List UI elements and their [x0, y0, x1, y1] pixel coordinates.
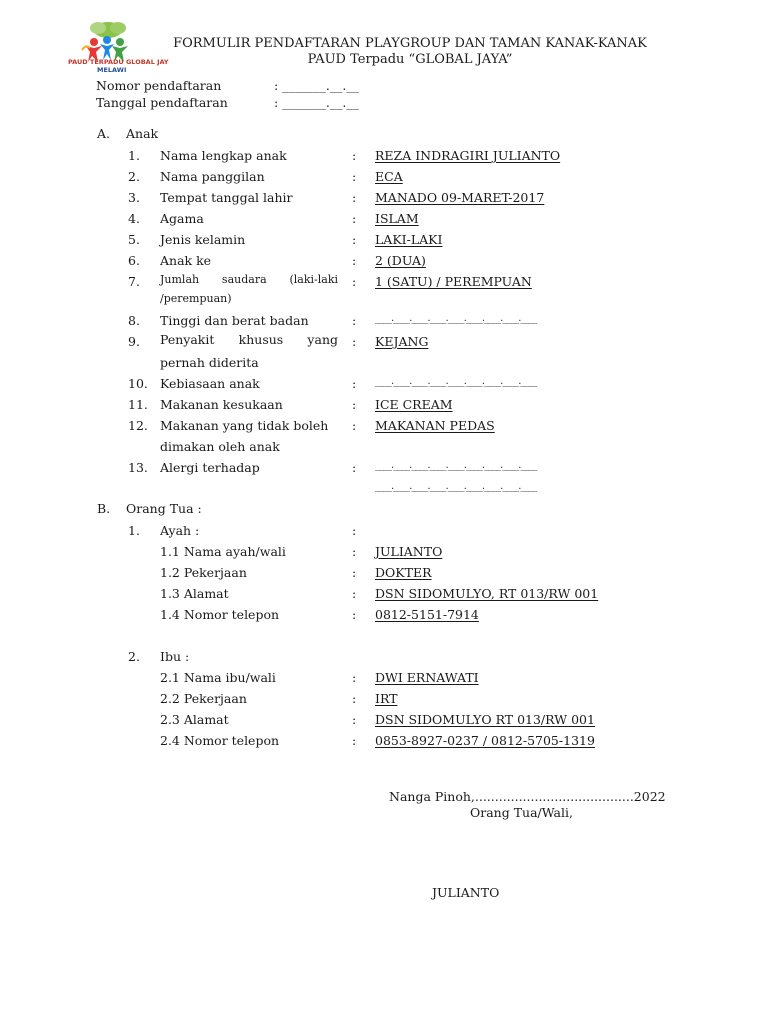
colon: :	[352, 334, 357, 349]
item-label: 2.2 Pekerjaan	[160, 691, 247, 706]
colon: :	[352, 376, 357, 391]
colon: :	[352, 670, 357, 685]
item-label-line2: dimakan oleh anak	[160, 439, 280, 454]
item-number: 8.	[128, 313, 140, 328]
item-value: MAKANAN PEDAS	[375, 418, 495, 433]
item-label: 2.1 Nama ibu/wali	[160, 670, 276, 685]
section-b-title: Orang Tua :	[126, 501, 202, 516]
ayah-title: Ayah :	[160, 523, 200, 538]
item-value: KEJANG	[375, 334, 429, 349]
colon: :	[352, 397, 357, 412]
item-label: 2.3 Alamat	[160, 712, 229, 727]
item-value: DSN SIDOMULYO RT 013/RW 001	[375, 712, 595, 727]
item-label: Tempat tanggal lahir	[160, 190, 293, 205]
item-label: Nama panggilan	[160, 169, 265, 184]
item-value: DWI ERNAWATI	[375, 670, 479, 685]
item-value: MANADO 09-MARET-2017	[375, 190, 545, 205]
colon: :	[352, 565, 357, 580]
item-value: 2 (DUA)	[375, 253, 426, 268]
item-number: 12.	[128, 418, 148, 433]
item-number: 7.	[128, 274, 140, 289]
colon: :	[352, 169, 357, 184]
item-blank-line-2: ____.____.____.____.____.____.____.____.____	[375, 481, 537, 492]
signature-place-date: Nanga Pinoh,........................................2022	[389, 789, 666, 804]
item-label: 2.4 Nomor telepon	[160, 733, 280, 748]
item-value: ISLAM	[375, 211, 419, 226]
colon: :	[352, 232, 357, 247]
signature-role: Orang Tua/Wali,	[470, 805, 573, 820]
tanggal-pendaftaran-label: Tanggal pendaftaran	[96, 95, 228, 110]
form-title: FORMULIR PENDAFTARAN PLAYGROUP DAN TAMAN KANAK-KANAK	[173, 36, 647, 51]
item-label-line2: /perempuan)	[160, 292, 232, 305]
colon: :	[352, 607, 357, 622]
item-number: 13.	[128, 460, 148, 475]
item-label: Tinggi dan berat badan	[160, 313, 309, 328]
logo-text-line1: PAUD TERPADU GLOBAL JAY	[68, 58, 169, 66]
colon: :	[352, 190, 357, 205]
colon: :	[352, 712, 357, 727]
colon: :	[352, 733, 357, 748]
item-value: REZA INDRAGIRI JULIANTO	[375, 148, 561, 163]
colon: :	[352, 274, 357, 289]
colon: :	[352, 253, 357, 268]
colon: :	[352, 586, 357, 601]
item-number: 3.	[128, 190, 140, 205]
logo-text-line2: MELAWI	[97, 66, 127, 74]
colon: :	[352, 313, 357, 328]
colon: :	[352, 523, 357, 538]
item-number: 6.	[128, 253, 140, 268]
item-blank-line: ____.____.____.____.____.____.____.____.____	[375, 313, 537, 324]
item-label: Alergi terhadap	[160, 460, 260, 475]
item-label: 1.1 Nama ayah/wali	[160, 544, 286, 559]
item-number: 11.	[128, 397, 148, 412]
colon: :	[352, 148, 357, 163]
item-value: ICE CREAM	[375, 397, 453, 412]
item-label: Kebiasaan anak	[160, 376, 260, 391]
colon: :	[352, 418, 357, 433]
section-b-letter: B.	[97, 501, 111, 516]
item-label: 1.2 Pekerjaan	[160, 565, 247, 580]
form-subtitle: PAUD Terpadu “GLOBAL JAYA”	[307, 52, 513, 67]
item-value: ECA	[375, 169, 403, 184]
item-value: 1 (SATU) / PEREMPUAN	[375, 274, 532, 289]
item-blank-line: ____.____.____.____.____.____.____.____.____	[375, 376, 537, 387]
nomor-pendaftaran-field: : _______.__.__	[274, 78, 359, 93]
section-a-letter: A.	[97, 126, 111, 141]
item-number: 5.	[128, 232, 140, 247]
item-value: DOKTER	[375, 565, 432, 580]
tanggal-pendaftaran-field: : _______.__.__	[274, 95, 359, 110]
section-a-title: Anak	[126, 126, 159, 141]
ayah-number: 1.	[128, 523, 140, 538]
item-value: LAKI-LAKI	[375, 232, 443, 247]
item-label: Anak ke	[160, 253, 212, 268]
item-label: Nama lengkap anak	[160, 148, 287, 163]
item-label: Jenis kelamin	[160, 232, 246, 247]
colon: :	[352, 691, 357, 706]
item-label: Makanan yang tidak boleh	[160, 418, 329, 433]
item-value: IRT	[375, 691, 398, 706]
item-label: Makanan kesukaan	[160, 397, 283, 412]
ibu-title: Ibu :	[160, 649, 190, 664]
item-label-line2: pernah diderita	[160, 355, 259, 370]
item-number: 2.	[128, 169, 140, 184]
ibu-number: 2.	[128, 649, 140, 664]
signature-name: JULIANTO	[432, 885, 500, 900]
item-label: 1.3 Alamat	[160, 586, 229, 601]
colon: :	[352, 460, 357, 475]
item-value: DSN SIDOMULYO, RT 013/RW 001	[375, 586, 599, 601]
item-value: 0853-8927-0237 / 0812-5705-1319	[375, 733, 595, 748]
item-label: Penyakit khusus yang	[160, 332, 338, 347]
colon: :	[352, 211, 357, 226]
item-value: JULIANTO	[375, 544, 443, 559]
item-blank-line: ____.____.____.____.____.____.____.____.____	[375, 460, 537, 471]
item-label: 1.4 Nomor telepon	[160, 607, 280, 622]
item-number: 10.	[128, 376, 148, 391]
item-label: Jumlah saudara (laki-laki	[160, 273, 338, 286]
nomor-pendaftaran-label: Nomor pendaftaran	[96, 78, 222, 93]
item-label: Agama	[160, 211, 204, 226]
item-number: 9.	[128, 334, 140, 349]
colon: :	[352, 544, 357, 559]
item-number: 1.	[128, 148, 140, 163]
item-number: 4.	[128, 211, 140, 226]
item-value: 0812-5151-7914	[375, 607, 479, 622]
